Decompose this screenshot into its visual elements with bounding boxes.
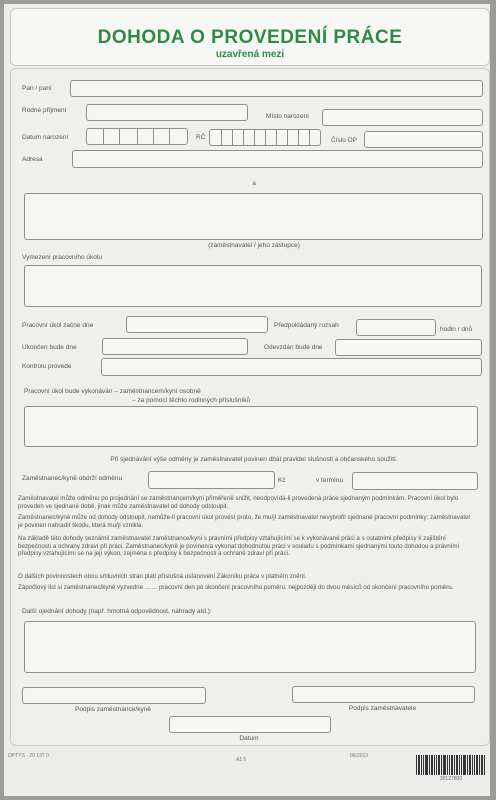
paragraph-odstoupeni: Zaměstnanec/kyně může od dohody odstoupit, nemůže-li pracovní úkol provést proto, že mu/jí zaměstnavatel nevytvořil sjednané pracovní podmínky; zaměstnavatel je povinen nahradit škodu, která mu/jí vznikla. bbox=[18, 514, 470, 529]
paragraph-snizeni-odmeny: Zaměstnavatel může odměnu po projednání se zaměstnancem/kyní přiměřeně snížit, neodpovídá-li provedená práce sjednaným podmínkám. Pracovní úkol bylo proveden ve sjednané době, jinak může zaměstnavatel od dohody odstoupit. bbox=[18, 495, 459, 510]
footer-code: OPTYS · 20 137 0 bbox=[8, 753, 49, 759]
label-rodne-prijmeni: Rodné příjmení bbox=[22, 107, 67, 114]
label-adresa: Adresa bbox=[22, 156, 43, 163]
field-vymezeni[interactable] bbox=[24, 265, 482, 307]
label-datum: Datum bbox=[239, 735, 259, 742]
label-misto-narozeni: Místo narození bbox=[266, 113, 309, 120]
footer-date: 06/2013 bbox=[350, 753, 369, 759]
label-dalsi-ujednani: Další ujednání dohody (např. hmotná odpovědnost, náhrady atd.): bbox=[22, 608, 212, 615]
label-ukoncen: Ukončen bude dne bbox=[22, 344, 77, 351]
field-odevzdan[interactable] bbox=[335, 339, 482, 356]
barcode-icon bbox=[416, 755, 486, 775]
field-kontrolu[interactable] bbox=[101, 358, 482, 376]
field-datum[interactable] bbox=[169, 716, 331, 733]
form-header bbox=[10, 8, 490, 66]
paragraph-bozp: Na základě této dohody seznámil zaměstnavatel zaměstnance/kyni s právními předpisy vztahujícími se k vykonávané práci a s ostatními předpisy k zajištění bezpečnosti a ochrany zdraví při práci. Zaměstnanec/kyně je povinen/a vykonat dohodnutou práci v souladu s podmínkami sjednanými touto dohodou a právními předpisy vztahujícími se na její výkon, zejména s předpisy k bezpečnosti a ochraně zdraví při práci. bbox=[18, 535, 459, 558]
paragraph-zapoctovy-list: Zápočtový list si zaměstnanec/kyně vyzvedne …… pracovní den po skončení pracovního poměru; nejpozději do dvou měsíců od skončení pracovního poměru. bbox=[18, 584, 454, 591]
label-podpis-zamestnavatele: Podpis zaměstnavatele bbox=[348, 705, 417, 712]
label-zacne-dne: Pracovní úkol začne dne bbox=[22, 322, 94, 329]
label-zamestnavatel: (zaměstnavatel / jeho zástupce) bbox=[208, 242, 300, 249]
label-datum-narozeni: Datum narození bbox=[22, 134, 69, 141]
form-subtitle: uzavřená mezi bbox=[215, 49, 285, 60]
label-odevzdan: Odevzdán bude dne bbox=[264, 344, 323, 351]
field-pan-pani[interactable] bbox=[70, 80, 483, 97]
label-obdrzi: Zaměstnanec/kyně obdrží odměnu bbox=[22, 475, 123, 482]
field-cislo-op[interactable] bbox=[364, 131, 483, 148]
label-pan-pani: Pan / paní bbox=[22, 85, 52, 92]
label-hodin-dnu: hodin / dnů bbox=[440, 326, 473, 333]
label-vykonavan-osobne: Pracovní úkol bude vykonáván – zaměstnancem/kyní osobně bbox=[24, 388, 201, 395]
field-datum-narozeni[interactable] bbox=[86, 128, 188, 145]
form-title: DOHODA O PROVEDENÍ PRÁCE bbox=[97, 27, 403, 48]
barcode-number: 30127800 bbox=[439, 776, 463, 782]
field-zacne-dne[interactable] bbox=[126, 316, 268, 333]
field-rozsah[interactable] bbox=[356, 319, 436, 336]
paragraph-dalsi-povinnosti: O dalších povinnostech obou smluvních stran platí příslušná ustanovení Zákoníku práce v platném znění. bbox=[18, 573, 307, 580]
field-dalsi-ujednani[interactable] bbox=[24, 621, 476, 673]
field-zamestnavatel[interactable] bbox=[24, 193, 483, 240]
label-v-terminu: v termínu bbox=[316, 477, 344, 484]
label-kontrolu: Kontrolu provede bbox=[22, 363, 72, 370]
footer-page: A1 5 bbox=[236, 757, 247, 763]
field-misto-narozeni[interactable] bbox=[322, 109, 483, 126]
label-cislo-op: Číslo OP bbox=[331, 137, 358, 144]
label-podpis-zamestnance: Podpis zaměstnance/kyně bbox=[75, 706, 151, 713]
field-termin[interactable] bbox=[352, 472, 478, 490]
field-ukoncen[interactable] bbox=[102, 338, 248, 355]
label-vymezeni: Vymezení pracovního úkolu bbox=[22, 254, 102, 261]
note-pri-sjednavani: Při sjednávání výše odměny je zaměstnavatel povinen dbát pravidel slušnosti a občanského soužití. bbox=[110, 456, 398, 463]
field-rodinni-prislusnici[interactable] bbox=[24, 406, 478, 447]
field-odmena[interactable] bbox=[148, 471, 275, 489]
label-rozsah: Předpokládaný rozsah bbox=[274, 322, 339, 329]
field-podpis-zamestnavatele[interactable] bbox=[292, 686, 475, 703]
field-rc[interactable] bbox=[209, 129, 321, 146]
label-kc: Kč bbox=[278, 477, 286, 484]
field-rodne-prijmeni[interactable] bbox=[86, 104, 248, 121]
field-adresa[interactable] bbox=[72, 150, 483, 168]
label-rc: RČ bbox=[196, 134, 206, 141]
field-podpis-zamestnance[interactable] bbox=[22, 687, 206, 704]
form-sheet bbox=[4, 4, 490, 796]
label-vykonavan-rodina: – za pomocí těchto rodinných příslušníků bbox=[132, 397, 251, 404]
label-a: a bbox=[252, 180, 256, 187]
